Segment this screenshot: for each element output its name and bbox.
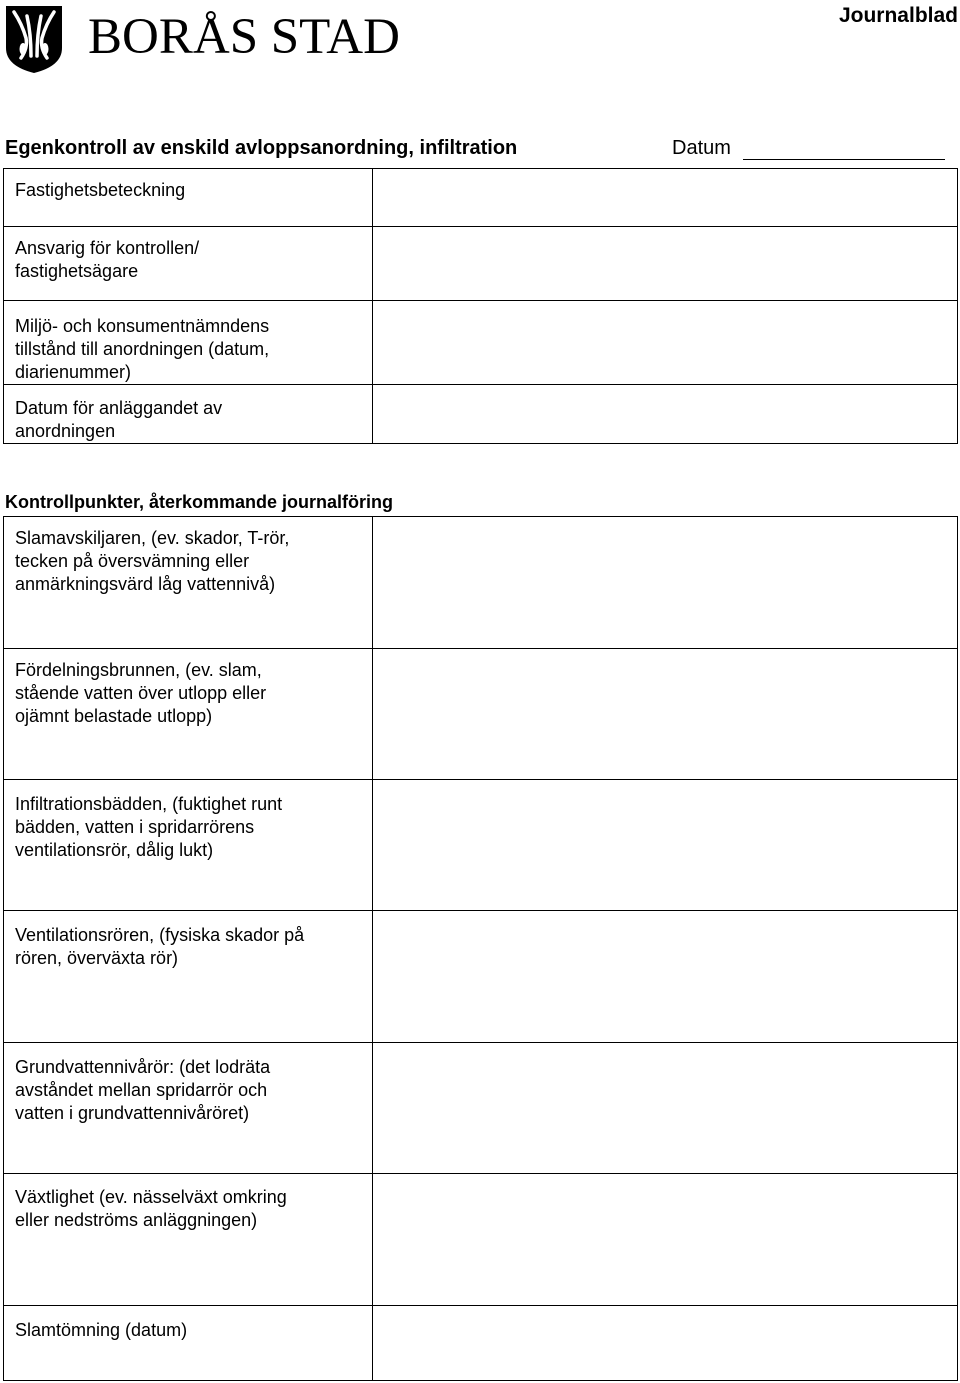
checkpoint-row bbox=[4, 1043, 958, 1174]
checkpoint-input[interactable] bbox=[373, 1306, 958, 1381]
checkpoint-row bbox=[4, 780, 958, 911]
field-label-text: Fastighetsbeteckning bbox=[15, 180, 186, 200]
checkpoint-label-text: Grundvattennivårör: (det lodräta avståndet mellan spridarrör och vatten i grundvattennivåröret) bbox=[15, 1057, 271, 1123]
checkpoint-row bbox=[4, 1306, 958, 1381]
checkpoint-label-text: Infiltrationsbädden, (fuktighet runt bädden, vatten i spridarrörens ventilationsrör, dålig lukt) bbox=[15, 794, 283, 860]
info-row bbox=[4, 301, 958, 385]
field-input[interactable] bbox=[373, 227, 958, 301]
checkpoint-label-text: Ventilationsrören, (fysiska skador på rören, överväxta rör) bbox=[15, 925, 305, 968]
checkpoints-table bbox=[3, 516, 958, 1381]
info-row bbox=[4, 169, 958, 227]
checkpoint-label bbox=[4, 517, 373, 649]
checkpoint-input[interactable] bbox=[373, 911, 958, 1043]
checkpoint-row bbox=[4, 517, 958, 649]
field-label bbox=[4, 227, 373, 301]
date-label: Datum bbox=[672, 137, 731, 159]
checkpoint-label bbox=[4, 1306, 373, 1381]
checkpoint-label-text: Slamavskiljaren, (ev. skador, T-rör, tecken på översvämning eller anmärkningsvärd låg vattennivå) bbox=[15, 528, 290, 594]
info-table bbox=[3, 168, 958, 444]
field-label-text: Ansvarig för kontrollen/ fastighetsägare bbox=[15, 238, 200, 281]
checkpoints-heading: Kontrollpunkter, återkommande journalföring bbox=[5, 492, 394, 512]
checkpoint-row bbox=[4, 911, 958, 1043]
field-label-text: Miljö- och konsumentnämndens tillstånd till anordningen (datum, diarienummer) bbox=[15, 316, 270, 382]
field-label bbox=[4, 301, 373, 385]
info-row bbox=[4, 227, 958, 301]
field-label-text: Datum för anläggandet av anordningen bbox=[15, 398, 223, 441]
checkpoint-label bbox=[4, 1043, 373, 1174]
checkpoint-label bbox=[4, 649, 373, 780]
checkpoint-row bbox=[4, 649, 958, 780]
field-label bbox=[4, 385, 373, 444]
logo-wordmark: BORÅS STAD bbox=[88, 8, 400, 65]
checkpoint-input[interactable] bbox=[373, 780, 958, 911]
date-input-line[interactable] bbox=[743, 137, 945, 160]
checkpoint-input[interactable] bbox=[373, 1174, 958, 1306]
boras-stad-logo bbox=[4, 3, 400, 75]
info-row bbox=[4, 385, 958, 444]
checkpoint-label-text: Slamtömning (datum) bbox=[15, 1320, 188, 1340]
checkpoint-label bbox=[4, 780, 373, 911]
checkpoint-label-text: Växtlighet (ev. nässelväxt omkring eller nedströms anläggningen) bbox=[15, 1187, 287, 1230]
checkpoint-label bbox=[4, 911, 373, 1043]
checkpoint-label bbox=[4, 1174, 373, 1306]
city-seal-icon bbox=[4, 4, 64, 74]
checkpoint-input[interactable] bbox=[373, 517, 958, 649]
field-input[interactable] bbox=[373, 385, 958, 444]
form-title: Egenkontroll av enskild avloppsanordning, infiltration bbox=[5, 137, 518, 159]
checkpoint-input[interactable] bbox=[373, 1043, 958, 1174]
checkpoint-input[interactable] bbox=[373, 649, 958, 780]
field-label bbox=[4, 169, 373, 227]
checkpoint-row bbox=[4, 1174, 958, 1306]
field-input[interactable] bbox=[373, 301, 958, 385]
checkpoint-label-text: Fördelningsbrunnen, (ev. slam, stående vatten över utlopp eller ojämnt belastade utlopp) bbox=[15, 660, 267, 726]
date-field[interactable] bbox=[672, 137, 945, 160]
field-input[interactable] bbox=[373, 169, 958, 227]
document-type-title: Journalblad bbox=[838, 4, 958, 27]
